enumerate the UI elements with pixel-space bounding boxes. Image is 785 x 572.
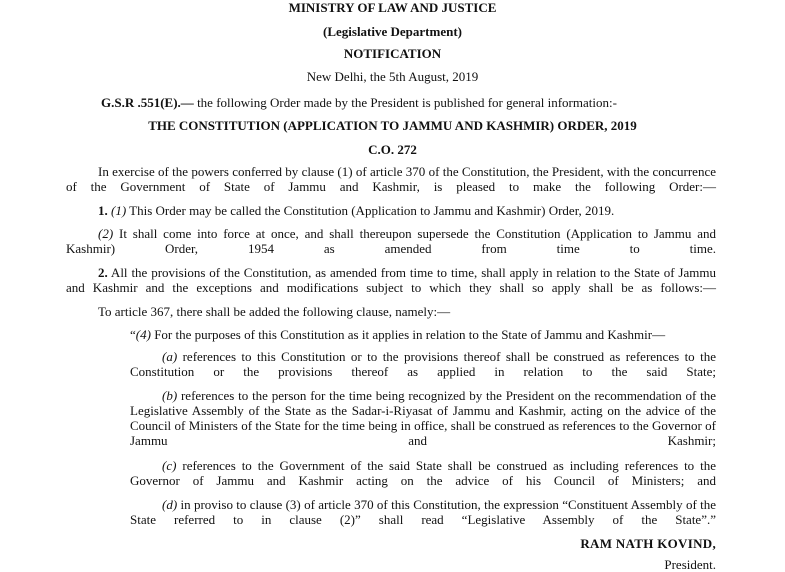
department-heading: (Legislative Department) bbox=[323, 24, 462, 39]
paragraph-1 bbox=[98, 203, 614, 218]
paragraph-1-number: 1. bbox=[98, 203, 108, 218]
paragraph-2-number: 2. bbox=[98, 265, 108, 280]
clause-item-a-label: (a) bbox=[162, 349, 178, 364]
clause-item-b-text: references to the person for the time being recognized by the President on the recommendation of the Legislative Assembly of the State as the Sadar-i-Riyasat of Jammu and Kashmir, acting on the advice of the Council of Ministers of the State for the time being in office, shall be construed as references to the Governor of Jammu and Kashmir; bbox=[130, 388, 716, 448]
signatory-name: RAM NATH KOVIND, bbox=[580, 536, 716, 551]
paragraph-2-text: All the provisions of the Constitution, as amended from time to time, shall apply in relation to the State of Jammu and Kashmir and the exceptions and modifications subject to which they shall so apply shall be as follows:— bbox=[66, 265, 716, 295]
paragraph-1-2-sub: (2) bbox=[98, 226, 114, 241]
clause-item-d-text: in proviso to clause (3) of article 370 of this Constitution, the expression “Constituent Assembly of the State referred to in clause (2)” shall read “Legislative Assembly of the State”.” bbox=[130, 497, 716, 527]
gsr-text: the following Order made by the President is published for general information:- bbox=[193, 95, 617, 110]
place-date: New Delhi, the 5th August, 2019 bbox=[306, 69, 479, 84]
clause-item-c-label: (c) bbox=[162, 458, 177, 473]
article-367-intro: To article 367, there shall be added the following clause, namely:— bbox=[98, 304, 451, 319]
clause-4-text: For the purposes of this Constitution as it applies in relation to the State of Jammu and Kashmir— bbox=[150, 327, 666, 342]
clause-item-c-text: references to the Government of the said State shall be construed as including references to the Governor of Jammu and Kashmir acting on the advice of his Council of Ministers; and bbox=[130, 458, 716, 488]
clause-item-a-text: references to this Constitution or to the provisions thereof shall be construed as references to the Constitution or the provisions thereof as applied in relation to the said State; bbox=[130, 349, 716, 379]
clause-4 bbox=[130, 327, 665, 342]
paragraph-1-text: This Order may be called the Constitution (Application to Jammu and Kashmir) Order, 2019. bbox=[126, 203, 615, 218]
co-number: C.O. 272 bbox=[368, 142, 417, 157]
gsr-line bbox=[101, 95, 617, 110]
signatory-title: President. bbox=[664, 557, 716, 572]
order-title: THE CONSTITUTION (APPLICATION TO JAMMU AND KASHMIR) ORDER, 2019 bbox=[148, 118, 637, 133]
preamble-text: In exercise of the powers conferred by clause (1) of article 370 of the Constitution, the President, with the concurrence of the Government of State of Jammu and Kashmir, is pleased to make the following Order:— bbox=[66, 164, 716, 194]
clause-4-open-quote: “ bbox=[130, 327, 136, 342]
notification-heading: NOTIFICATION bbox=[343, 46, 442, 61]
clause-item-d-label: (d) bbox=[162, 497, 178, 512]
gsr-reference: G.S.R .551(E).— bbox=[101, 95, 194, 110]
clause-item-b-label: (b) bbox=[162, 388, 178, 403]
clause-4-number: (4) bbox=[135, 327, 151, 342]
ministry-heading: MINISTRY OF LAW AND JUSTICE bbox=[288, 0, 497, 15]
clause-item-b bbox=[130, 388, 716, 463]
paragraph-1-sub: (1) bbox=[111, 203, 127, 218]
paragraph-1-2-text: It shall come into force at once, and shall thereupon supersede the Constitution (Application to Jammu and Kashmir) Order, 1954 as amended from time to time. bbox=[66, 226, 716, 256]
